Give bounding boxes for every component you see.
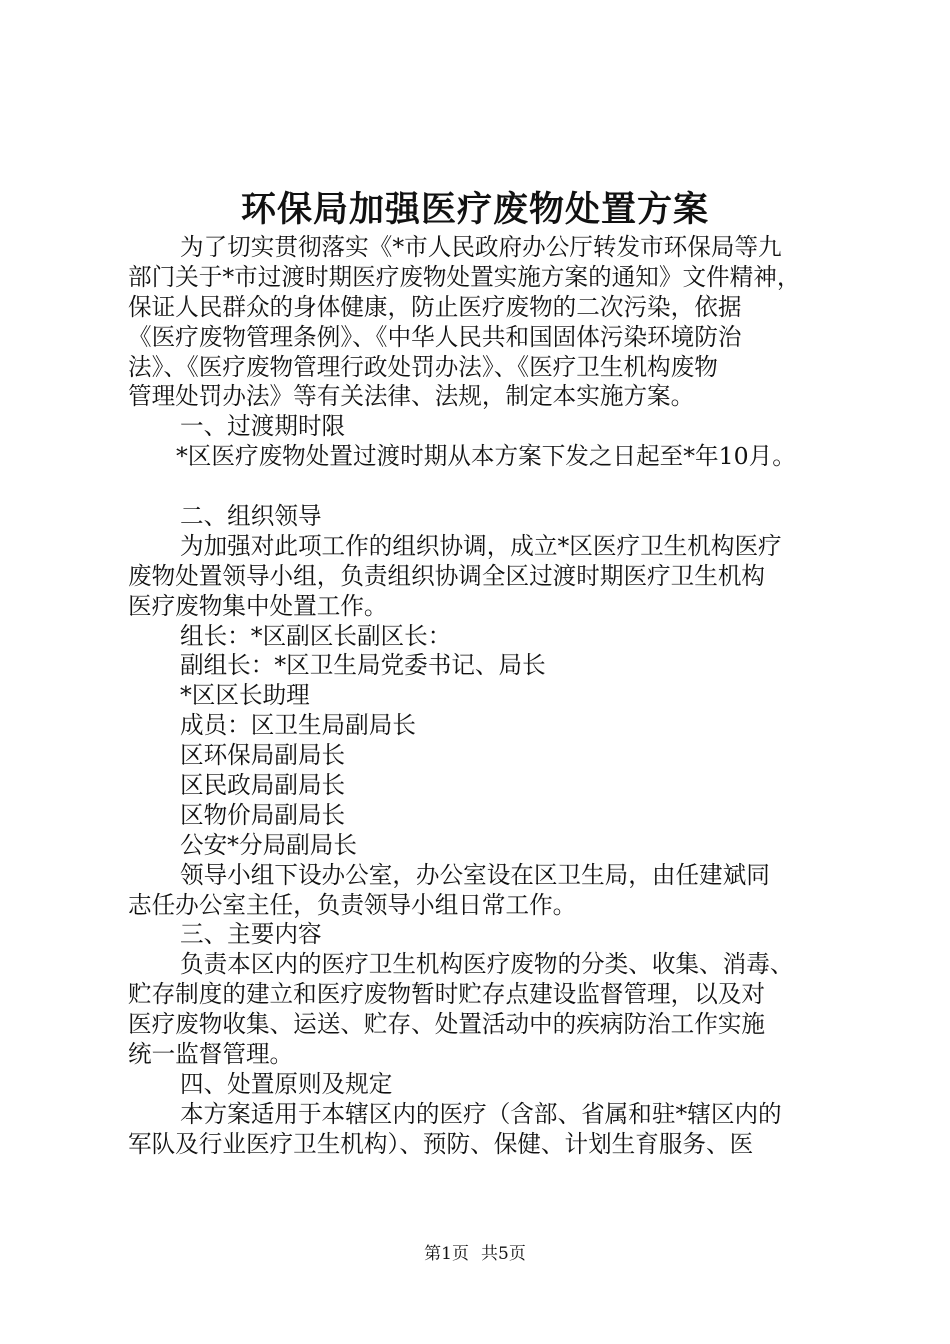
text-line: 管理处罚办法》等有关法律、法规，制定本实施方案。 [128,382,695,411]
text-line: 为加强对此项工作的组织协调，成立*区医疗卫生机构医疗 [180,531,782,560]
text-line: 部门关于*市过渡时期医疗废物处置实施方案的通知》文件精神， [128,262,801,291]
text-line: 贮存制度的建立和医疗废物暂时贮存点建设监督管理，以及对 [128,980,766,1009]
member-line: *区区长助理 [180,681,310,710]
page-title: 环保局加强医疗废物处置方案 [240,189,709,230]
member-line: 区物价局副局长 [180,800,346,829]
member-line: 公安*分局副局长 [180,830,357,859]
text-line: 志任办公室主任，负责领导小组日常工作。 [128,890,577,919]
member-line: 成员：区卫生局副局长 [180,711,416,740]
text-line: 废物处置领导小组，负责组织协调全区过渡时期医疗卫生机构 [128,561,766,590]
section-heading: 二、组织领导 [180,502,322,531]
member-line: 副组长：*区卫生局党委书记、局长 [180,651,546,680]
page-footer [0,1242,950,1266]
document-body [128,233,840,1160]
text-line: 医疗废物收集、运送、贮存、处置活动中的疾病防治工作实施 [128,1010,766,1039]
section-heading: 四、处置原则及规定 [180,1069,393,1098]
blank-line [128,472,840,502]
text-line: 《医疗废物管理条例》、《中华人民共和国固体污染环境防治 [128,322,742,351]
text-line: 统一监督管理。 [128,1040,294,1069]
member-line: 区环保局副局长 [180,741,346,770]
text-line: 为了切实贯彻落实《*市人民政府办公厅转发市环保局等九 [180,233,782,261]
text-line: 保证人民群众的身体健康，防止医疗废物的二次污染，依据 [128,292,742,321]
text-line: 军队及行业医疗卫生机构）、预防、保健、计划生育服务、医 [128,1129,754,1158]
page-number: 第1页 [424,1244,469,1264]
text-line: 法》、《医疗废物管理行政处罚办法》、《医疗卫生机构废物 [128,352,718,381]
text-line: 本方案适用于本辖区内的医疗（含部、省属和驻*辖区内的 [180,1099,782,1128]
text-line: 负责本区内的医疗卫生机构医疗废物的分类、收集、消毒、 [180,950,794,979]
page-total: 共5页 [481,1244,526,1264]
section-heading: 三、主要内容 [180,920,322,949]
member-line: 组长：*区副区长副区长： [180,621,452,650]
section-heading: 一、过渡期时限 [180,412,346,441]
text-line: 医疗废物集中处置工作。 [128,591,388,620]
member-line: 区民政局副局长 [180,771,346,800]
text-line: 领导小组下设办公室，办公室设在区卫生局，由任建斌同 [180,860,770,889]
text-line: *区医疗废物处置过渡时期从本方案下发之日起至*年10月。 [176,442,796,471]
